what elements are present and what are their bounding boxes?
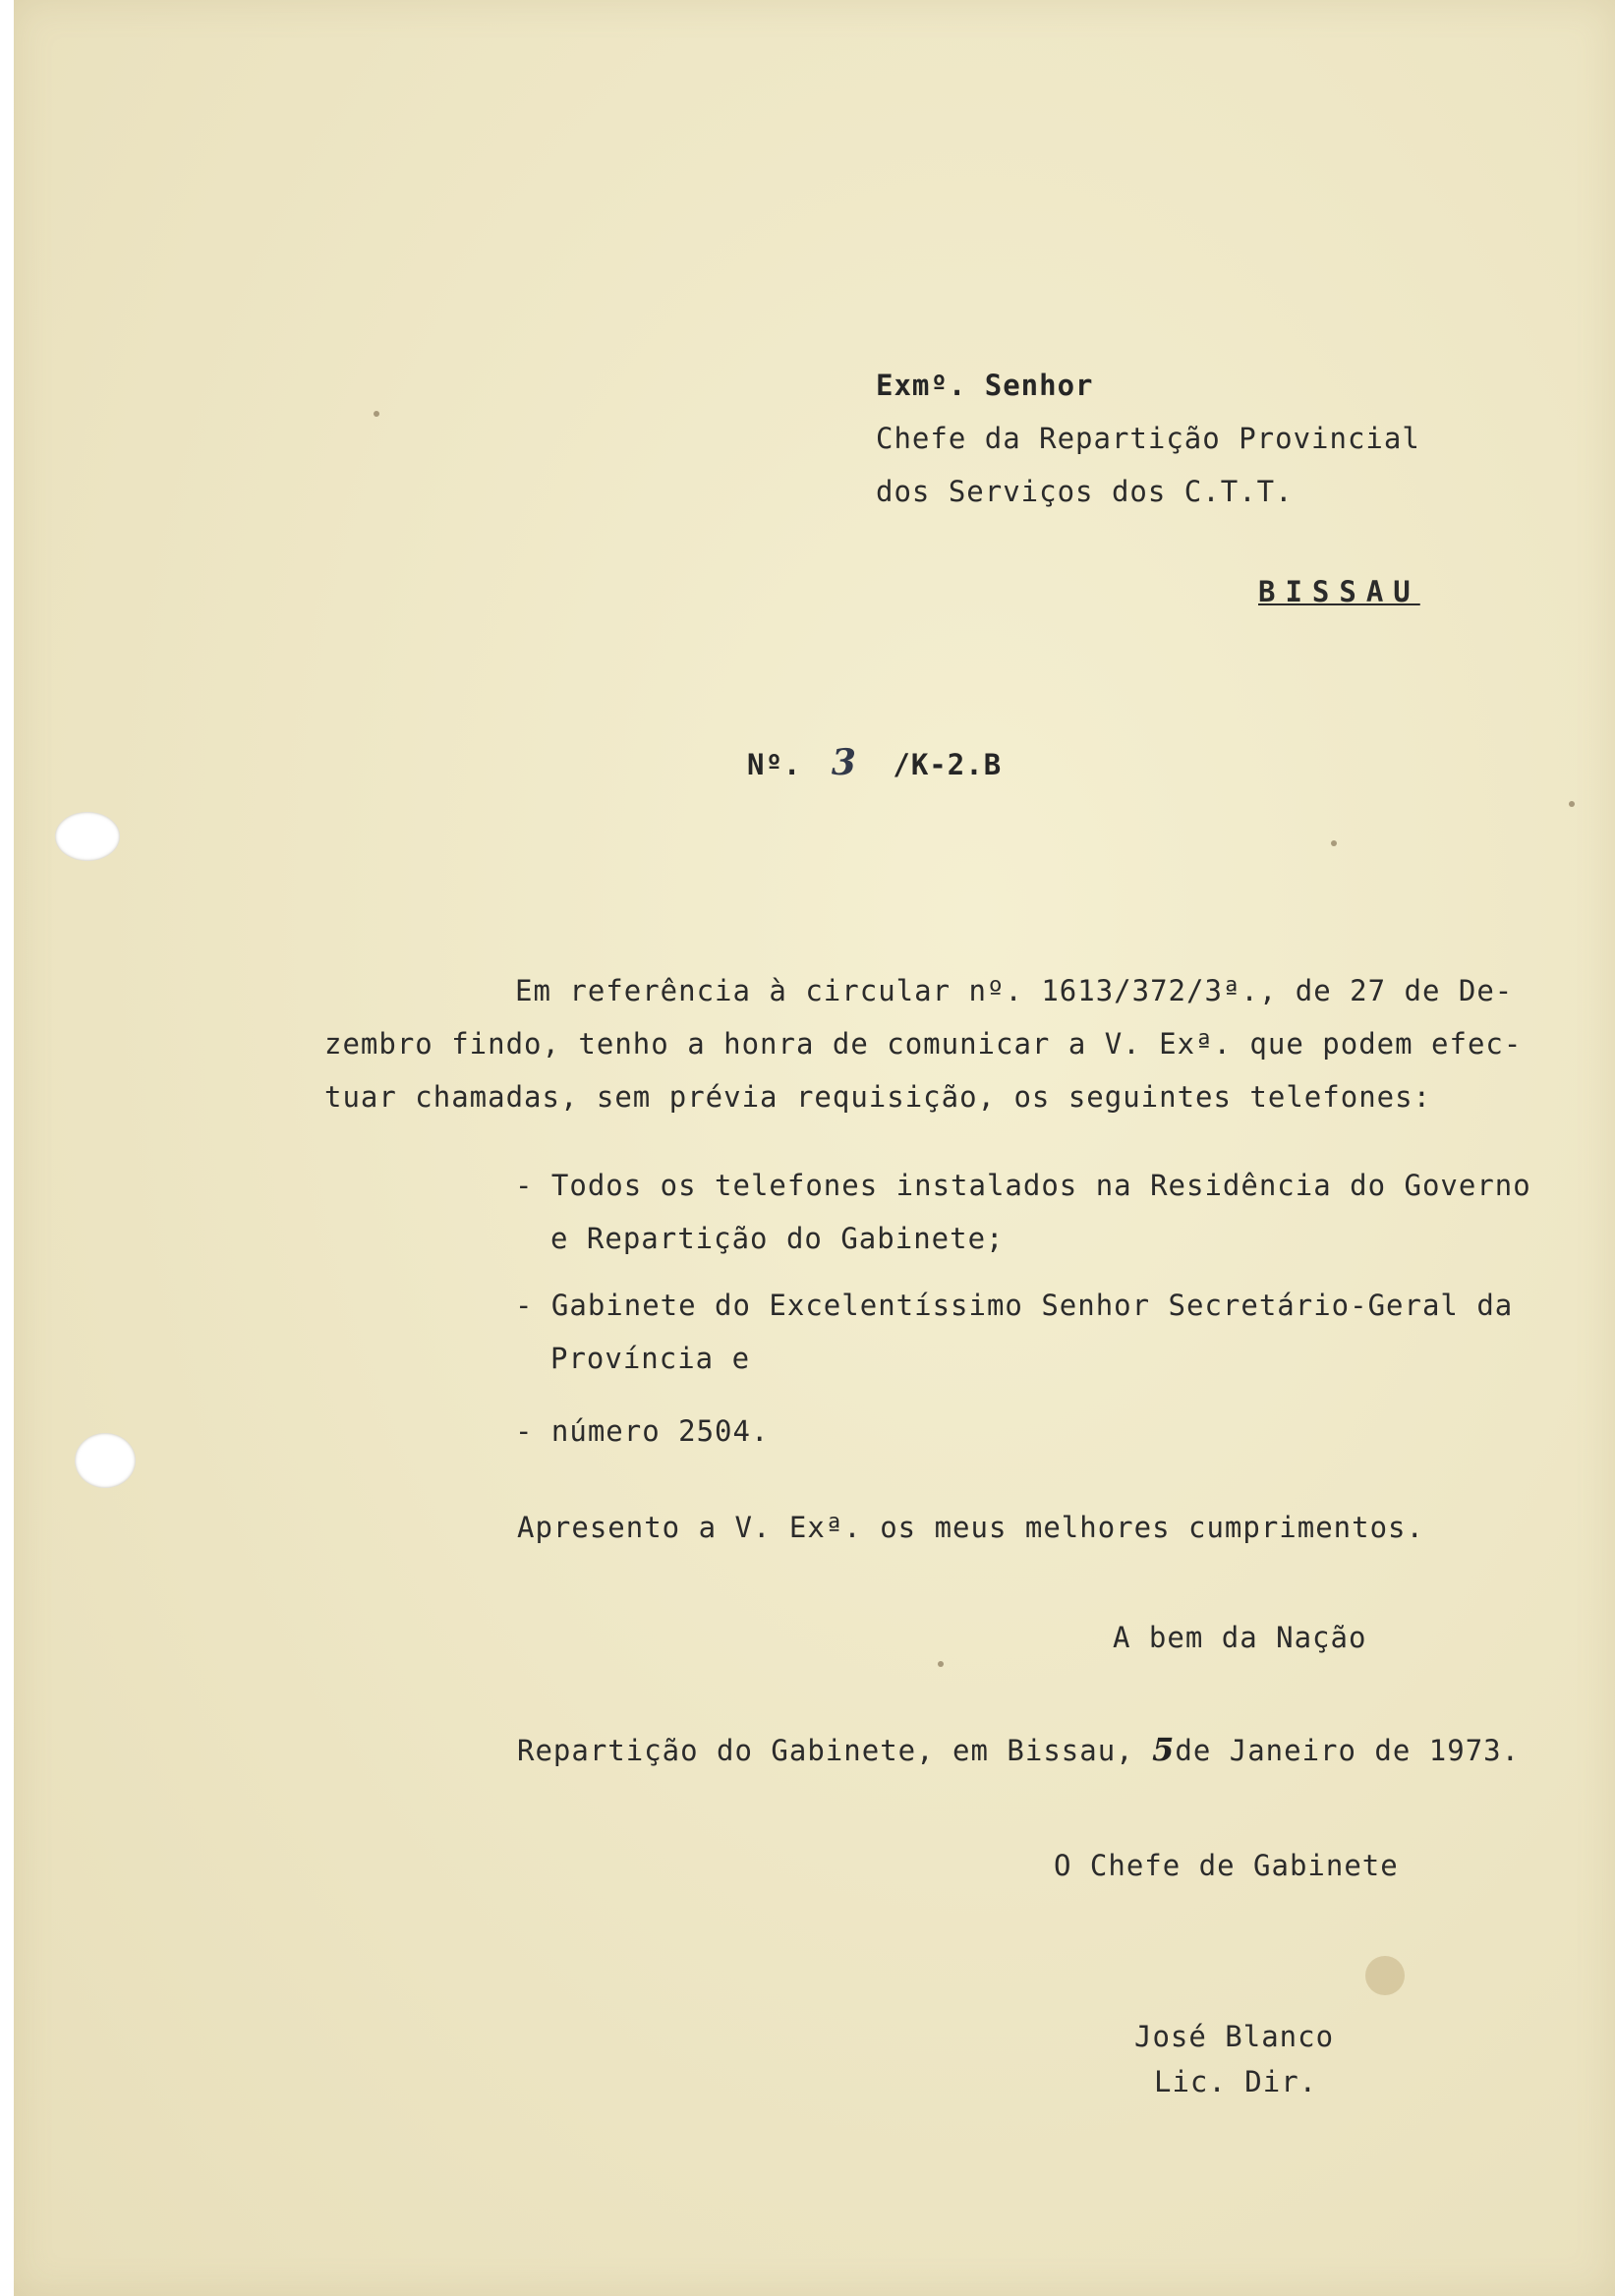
reference-handwritten-number: 3 xyxy=(831,742,857,783)
addressee-city: BISSAU xyxy=(1258,575,1420,608)
list-item-1-line-1: - Todos os telefones instalados na Residência do Governo xyxy=(515,1169,1531,1202)
paper-speck xyxy=(1569,801,1575,807)
reference-prefix: Nº. xyxy=(747,748,802,781)
paper-speck xyxy=(938,1661,944,1667)
signatory-role: O Chefe de Gabinete xyxy=(1054,1849,1399,1882)
list-item-3-line-1: - número 2504. xyxy=(515,1414,770,1448)
reference-suffix: /K-2.B xyxy=(893,748,1003,781)
reference-number xyxy=(747,742,1003,783)
addressee-title-line-1: Chefe da Repartição Provincial xyxy=(876,422,1420,455)
punch-hole-bottom xyxy=(75,1433,136,1488)
body-paragraph-line-2: zembro findo, tenho a honra de comunicar a V. Exª. que podem efec- xyxy=(324,1027,1523,1061)
signatory-credentials: Lic. Dir. xyxy=(1154,2065,1318,2098)
list-item-1-line-2: e Repartição do Gabinete; xyxy=(550,1222,1005,1255)
motto: A bem da Nação xyxy=(1113,1621,1367,1654)
addressee-salutation: Exmº. Senhor xyxy=(876,369,1094,402)
body-paragraph-line-3: tuar chamadas, sem prévia requisição, os seguintes telefones: xyxy=(324,1080,1432,1114)
stain-mark xyxy=(1365,1956,1405,1995)
body-paragraph-line-1: Em referência à circular nº. 1613/372/3ª., de 27 de De- xyxy=(515,974,1514,1007)
handwritten-day: 5 xyxy=(1152,1731,1176,1768)
letter-page xyxy=(14,0,1615,2296)
list-item-2-line-1: - Gabinete do Excelentíssimo Senhor Secretário-Geral da xyxy=(515,1289,1514,1322)
place-date-after-day: de Janeiro de 1973. xyxy=(1175,1734,1521,1767)
punch-hole-top xyxy=(55,812,120,861)
closing-line: Apresento a V. Exª. os meus melhores cumprimentos. xyxy=(517,1511,1424,1544)
signatory-name: José Blanco xyxy=(1134,2020,1335,2053)
paper-speck xyxy=(374,411,379,417)
place-date-before-day: Repartição do Gabinete, em Bissau, xyxy=(517,1734,1134,1767)
addressee-title-line-2: dos Serviços dos C.T.T. xyxy=(876,475,1294,508)
paper-speck xyxy=(1331,840,1337,846)
place-date xyxy=(517,1731,1521,1768)
list-item-2-line-2: Província e xyxy=(550,1342,751,1375)
